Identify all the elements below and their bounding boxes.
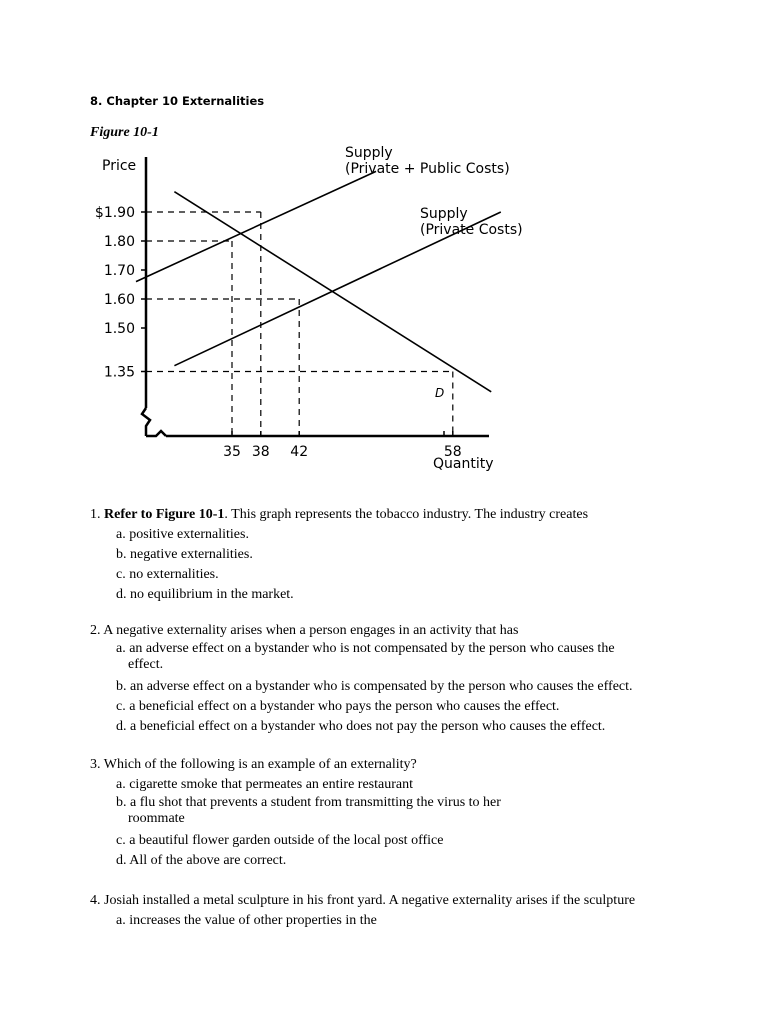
option-a: a. positive externalities. <box>116 527 249 542</box>
question-number: 1. <box>90 507 101 522</box>
y-axis-label: Price <box>102 158 137 174</box>
option-d: d. a beneficial effect on a bystander who does not pay the person who causes the effect. <box>116 719 606 734</box>
question-text: . This graph represents the tobacco industry. The industry creates <box>224 507 589 522</box>
y-ticks <box>95 205 146 381</box>
option-a: a. increases the value of other properties in the <box>116 913 377 928</box>
option-a: a. an adverse effect on a bystander who is not compensated by the person who causes the effect. <box>116 641 615 672</box>
option-a: a. cigarette smoke that permeates an entire restaurant <box>116 777 413 792</box>
x-tick-label-1: 38 <box>251 444 270 460</box>
option-d: d. All of the above are correct. <box>116 853 287 868</box>
option-b: b. negative externalities. <box>116 547 253 562</box>
y-tick-label-5: 1.35 <box>103 364 135 381</box>
x-axis-break <box>146 431 166 436</box>
question-text: A negative externality arises when a person engages in an activity that has <box>103 623 519 638</box>
x-tick-label-2: 42 <box>290 444 309 460</box>
option-c: c. a beautiful flower garden outside of the local post office <box>116 833 444 848</box>
question-text: Josiah installed a metal sculpture in his front yard. A negative externality arises if the sculpture <box>104 893 636 908</box>
question-4 <box>90 891 635 931</box>
question-3 <box>90 755 508 871</box>
supply-private-sublabel: (Private Costs) <box>420 222 523 238</box>
question-1-stem <box>90 505 588 525</box>
question-2-stem <box>90 621 650 641</box>
question-number: 2. <box>90 623 101 638</box>
supply-social-label: Supply <box>345 145 393 161</box>
x-tick-label-0: 35 <box>223 444 241 460</box>
question-3-stem <box>90 755 508 775</box>
question-2 <box>90 621 650 737</box>
option-d: d. no equilibrium in the market. <box>116 587 294 602</box>
question-reference: Refer to Figure 10-1 <box>104 507 225 522</box>
y-axis-break <box>142 408 150 436</box>
y-tick-label-2: 1.70 <box>103 263 135 279</box>
externality-graph <box>0 0 768 500</box>
figure-label: Figure 10-1 <box>90 125 159 140</box>
x-axis-label: Quantity <box>433 456 494 472</box>
section-heading: 8. Chapter 10 Externalities <box>90 94 265 108</box>
question-4-stem <box>90 891 635 911</box>
option-c: c. a beneficial effect on a bystander who pays the person who causes the effect. <box>116 699 560 714</box>
y-tick-label-1: 1.80 <box>103 234 135 250</box>
curves <box>136 171 501 391</box>
question-1 <box>90 505 588 605</box>
option-c: c. no externalities. <box>116 567 219 582</box>
dashed-guides <box>146 212 453 436</box>
supply-social-curve <box>136 171 376 281</box>
question-number: 3. <box>90 757 101 772</box>
option-b: b. an adverse effect on a bystander who is compensated by the person who causes the effect. <box>116 679 633 694</box>
supply-private-label: Supply <box>420 206 468 222</box>
question-number: 4. <box>90 893 101 908</box>
supply-social-sublabel: (Private + Public Costs) <box>345 161 510 177</box>
y-tick-label-0: $1.90 <box>94 205 135 221</box>
question-text: Which of the following is an example of an externality? <box>103 757 417 772</box>
demand-label: D <box>435 386 445 400</box>
y-tick-label-4: 1.50 <box>103 321 135 337</box>
x-tick-label-3: 58 <box>443 444 462 460</box>
option-b: b. a flu shot that prevents a student from transmitting the virus to her roommate <box>116 795 501 826</box>
y-tick-label-3: 1.60 <box>103 292 135 308</box>
